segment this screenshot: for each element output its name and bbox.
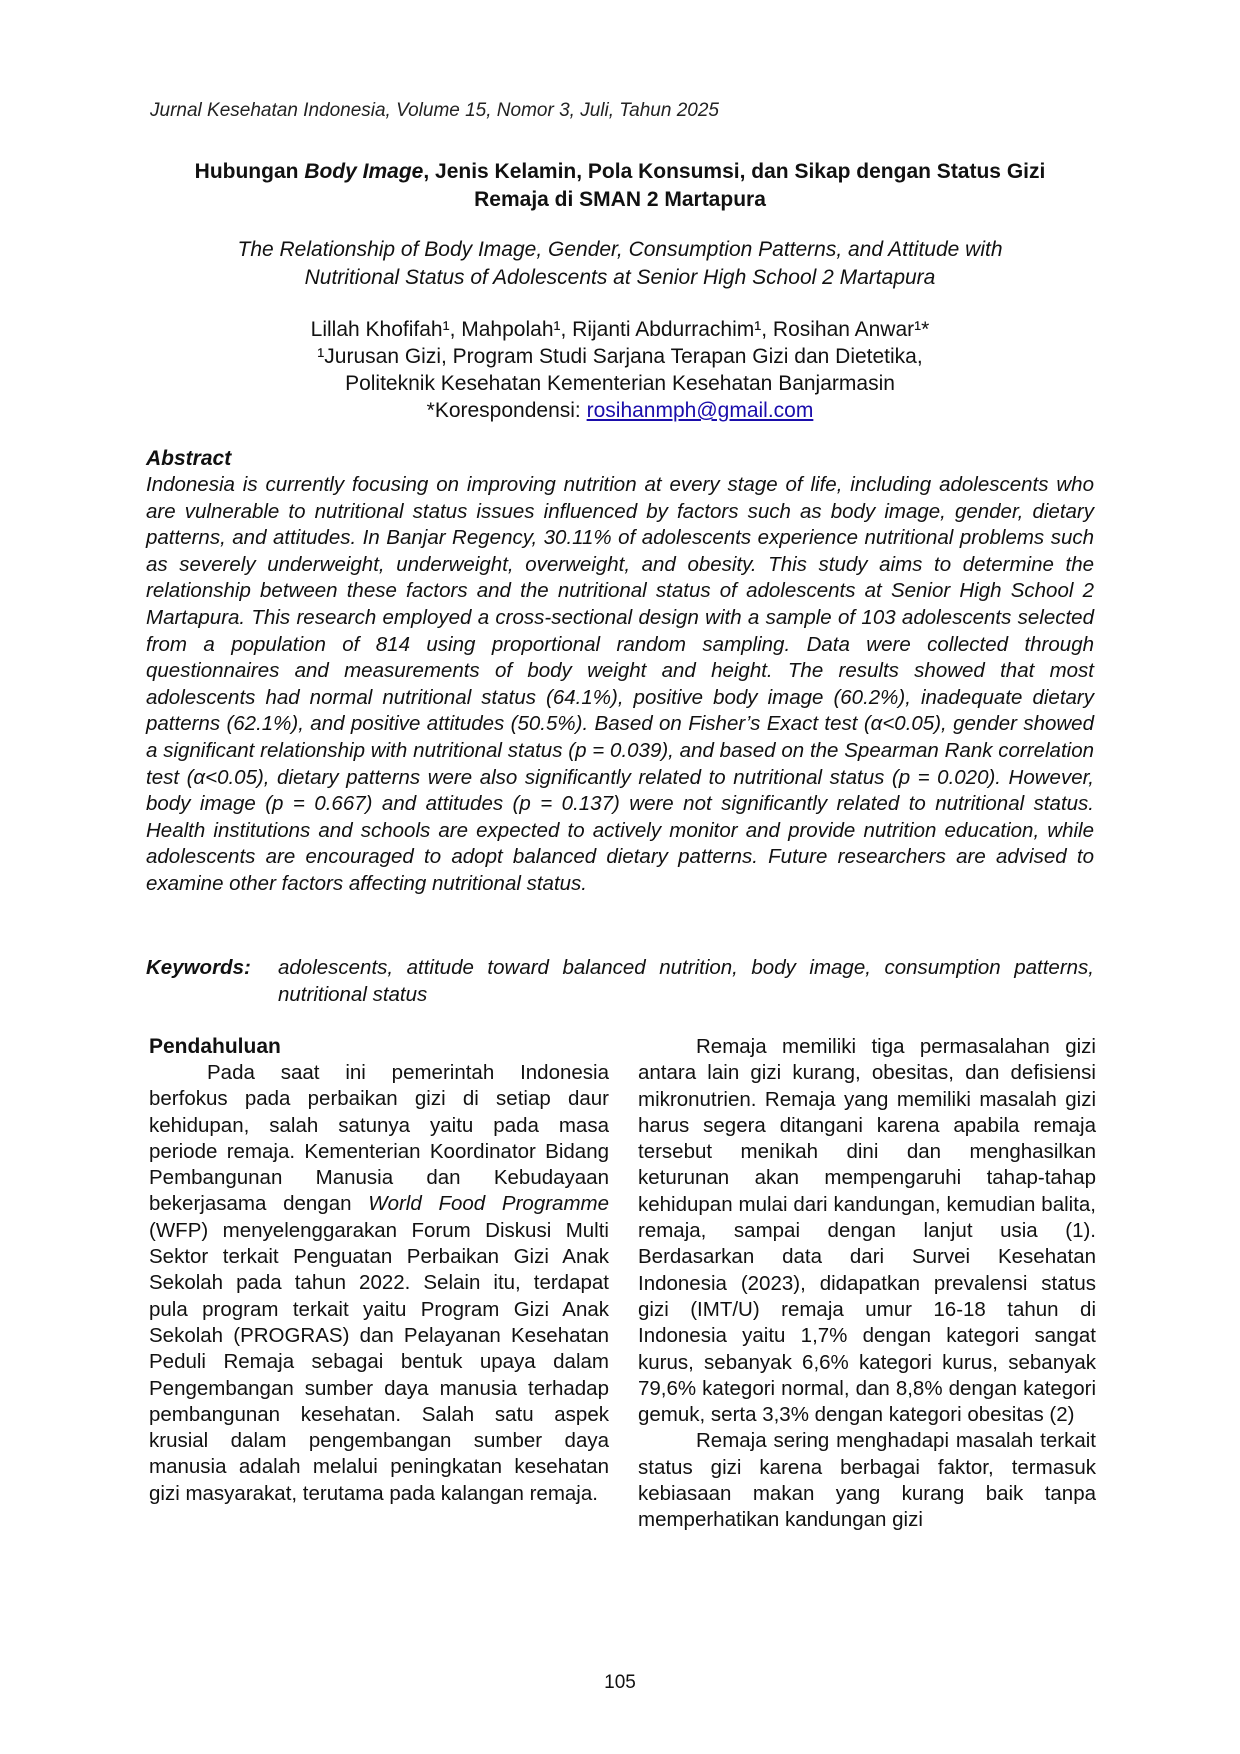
keywords-text: adolescents, attitude toward balanced nutrition, body image, consumption patterns, nutritional status [278,956,1094,1006]
intro-p1-italic: World Food Programme [368,1192,609,1216]
english-title-line-2: Nutritional Status of Adolescents at Senior High School 2 Martapura [304,266,936,289]
intro-paragraph-3: Remaja sering menghadapi masalah terkait status gizi karena berbagai faktor, termasuk kebiasaan makan yang kurang baik tanpa memperhatikan kandungan gizi [638,1429,1096,1532]
english-title-line-1: The Relationship of Body Image, Gender, Consumption Patterns, and Attitude with [237,238,1003,261]
keywords-label: Keywords: [146,956,251,979]
title-italic: Body Image [304,160,424,183]
title-post: , Jenis Kelamin, Pola Konsumsi, dan Sikap dengan Status Gizi [423,160,1046,183]
page-number: 105 [604,1672,636,1693]
intro-paragraph-2: Remaja memiliki tiga permasalahan gizi antara lain gizi kurang, obesitas, dan defisiensi mikronutrien. Remaja yang memiliki masalah gizi harus segera ditangani karena apabila remaja tersebut menikah dini dan menghasilkan keturunan akan mempengaruhi tahap-tahap kehidupan mulai dari kandungan, kemudian balita, remaja, sampai dengan lanjut usia (1). Berdasarkan data dari Survei Kesehatan Indonesia (2023), didapatkan prevalensi status gizi (IMT/U) remaja umur 16-18 tahun di Indonesia yaitu 1,7% dengan kategori sangat kurus, sebanyak 6,6% kategori kurus, sebanyak 79,6% kategori normal, dan 8,8% dengan kategori gemuk, serta 3,3% dengan kategori obesitas (2) [638,1035,1096,1427]
correspondence-label: *Korespondensi: [426,399,587,422]
journal-header: Jurnal Kesehatan Indonesia, Volume 15, Nomor 3, Juli, Tahun 2025 [150,100,719,121]
paper-title [130,158,1110,214]
section-heading-pendahuluan: Pendahuluan [149,1035,281,1058]
abstract-text: Indonesia is currently focusing on improving nutrition at every stage of life, including adolescents who are vulnerable to nutritional status issues influenced by factors such as body image, gender, dietary patterns, and attitudes. In Banjar Regency, 30.11% of adolescents experience nutritional problems such as severely underweight, underweight, overweight, and obesity. This study aims to determine the relationship between these factors and the nutritional status of adolescents at Senior High School 2 Martapura. This research employed a cross-sectional design with a sample of 103 adolescents selected from a population of 814 using proportional random sampling. Data were collected through questionnaires and measurements of body weight and height. The results showed that most adolescents had normal nutritional status (64.1%), positive body image (60.2%), inadequate dietary patterns (62.1%), and positive attitudes (50.5%). Based on Fisher’s Exact test (α<0.05), gender showed a significant relationship with nutritional status (p = 0.039), and based on the Spearman Rank correlation test (α<0.05), dietary patterns were also significantly related to nutritional status (p = 0.020). However, body image (p = 0.667) and attitudes (p = 0.137) were not significantly related to nutritional status. Health institutions and schools are expected to actively monitor and provide nutrition education, while adolescents are encouraged to adopt balanced dietary patterns. Future researchers are advised to examine other factors affecting nutritional status. [146,473,1094,895]
paper-title-line-1 [130,158,1110,186]
affiliation-line-2: Politeknik Kesehatan Kementerian Kesehatan Banjarmasin [345,372,895,395]
affiliation-line-1: ¹Jurusan Gizi, Program Studi Sarjana Terapan Gizi dan Dietetika, [317,345,923,368]
author-names: Lillah Khofifah¹, Mahpolah¹, Rijanti Abdurrachim¹, Rosihan Anwar¹* [310,318,930,341]
left-column [149,1034,609,1507]
paper-title-line-2: Remaja di SMAN 2 Martapura [474,188,766,211]
title-pre: Hubungan [194,160,305,183]
intro-p1-text-a: Pada saat ini pemerintah Indonesia berfokus pada perbaikan gizi di setiap daur kehidupan, salah satunya yaitu pada masa periode remaja. Kementerian Koordinator Bidang Pembangunan Manusia dan Kebudayaan bekerjasama dengan [149,1061,609,1216]
keywords-section [146,954,1094,1008]
email-link[interactable]: rosihanmph@gmail.com [586,399,814,422]
intro-p1-text-b: (WFP) menyelenggarakan Forum Diskusi Multi Sektor terkait Penguatan Perbaikan Gizi Anak Sekolah pada tahun 2022. Selain itu, terdapat pula program terkait yaitu Program Gizi Anak Sekolah (PROGRAS) dan Pelayanan Kesehatan Peduli Remaja sebagai bentuk upaya dalam Pengembangan sumber daya manusia terhadap pembangunan kesehatan. Salah satu aspek krusial dalam pengembangan sumber daya manusia adalah melalui peningkatan kesehatan gizi masyarakat, terutama pada kalangan remaja. [149,1218,609,1505]
abstract-section [146,446,1094,898]
author-block [130,316,1110,424]
right-column [638,1034,1096,1534]
abstract-heading: Abstract [146,447,232,470]
correspondence [130,397,1110,424]
english-title [130,236,1110,292]
intro-paragraph-1 [149,1060,609,1507]
